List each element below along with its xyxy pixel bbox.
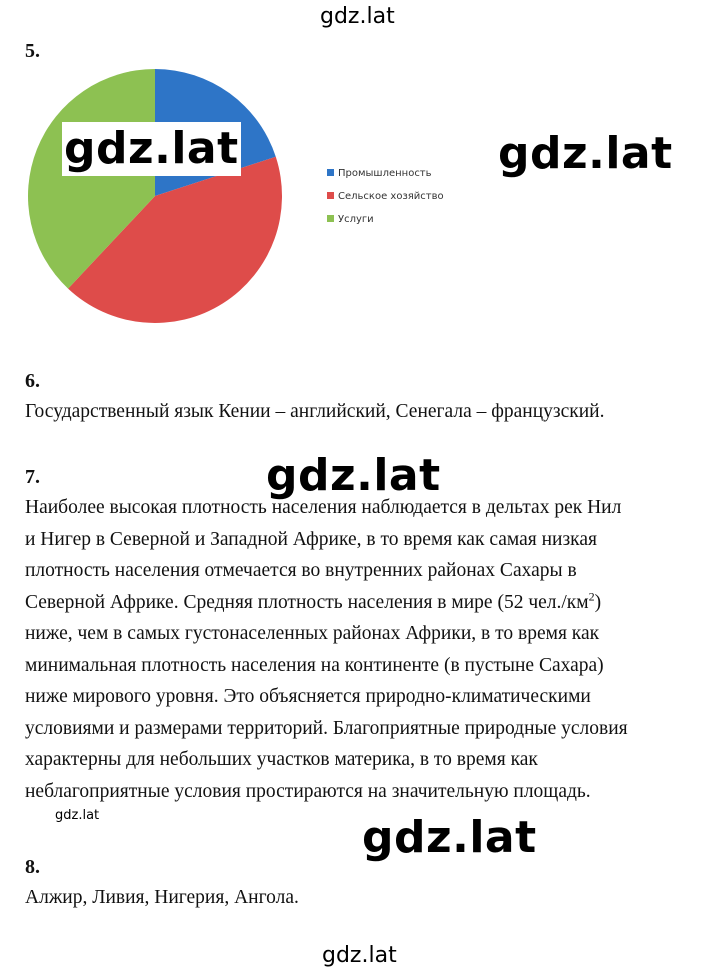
watermark-chart-left-text: gdz.lat bbox=[64, 123, 239, 174]
section-7-line-10: неблагоприятные условия простираются на значительную площадь. bbox=[25, 780, 591, 802]
section-7-line-4 bbox=[25, 587, 715, 619]
watermark-mid: gdz.lat bbox=[266, 450, 441, 501]
watermark-top: gdz.lat bbox=[320, 4, 395, 29]
section-7-line-2: и Нигер в Северной и Западной Африке, в то время как самая низкая bbox=[25, 528, 597, 550]
section-7-line-7: ниже мирового уровня. Это объясняется природно-климатическими bbox=[25, 686, 591, 707]
section-7-line-3: плотность населения отмечается во внутренних районах Сахары в bbox=[25, 560, 577, 581]
section-8-number: 8. bbox=[25, 856, 40, 878]
section-8-text: Алжир, Ливия, Нигерия, Ангола. bbox=[25, 887, 299, 908]
legend-swatch-3 bbox=[327, 215, 334, 222]
section-7-text bbox=[25, 492, 715, 807]
section-7-line-4-text: Северной Африке. Средняя плотность населения в мире (52 чел./км bbox=[25, 591, 589, 613]
pie-chart bbox=[25, 66, 455, 328]
section-7-line-8: условиями и размерами территорий. Благоприятные природные условия bbox=[25, 717, 628, 739]
section-7-line-6: минимальная плотность населения на континенте (в пустыне Сахара) bbox=[25, 654, 604, 676]
section-7-number: 7. bbox=[25, 466, 40, 488]
section-6-number: 6. bbox=[25, 370, 40, 392]
chart-legend bbox=[327, 168, 444, 225]
section-6-text: Государственный язык Кении – английский, Сенегала – французский. bbox=[25, 401, 605, 422]
legend-label-3: Услуги bbox=[338, 214, 374, 225]
section-5-number: 5. bbox=[25, 40, 40, 62]
section-7-line-5: ниже, чем в самых густонаселенных районах Африки, в то время как bbox=[25, 623, 600, 644]
watermark-bottom: gdz.lat bbox=[322, 943, 397, 968]
section-7-line-9: характерны для небольших участков материка, в то время как bbox=[25, 749, 538, 770]
section-7-line-1: Наиболее высокая плотность населения наблюдается в дельтах рек Нил bbox=[25, 497, 622, 518]
legend-swatch-2 bbox=[327, 192, 334, 199]
legend-label-1: Промышленность bbox=[338, 168, 432, 179]
pie-slices bbox=[28, 69, 282, 323]
watermark-small: gdz.lat bbox=[55, 808, 100, 823]
watermark-chart-right: gdz.lat bbox=[498, 128, 673, 179]
section-7-close-paren: ) bbox=[594, 591, 602, 613]
watermark-lower: gdz.lat bbox=[362, 812, 537, 863]
legend-label-2: Сельское хозяйство bbox=[338, 191, 444, 202]
legend-swatch-1 bbox=[327, 169, 334, 176]
watermark-chart-left bbox=[62, 122, 241, 176]
superscript-2: 2 bbox=[588, 589, 595, 603]
